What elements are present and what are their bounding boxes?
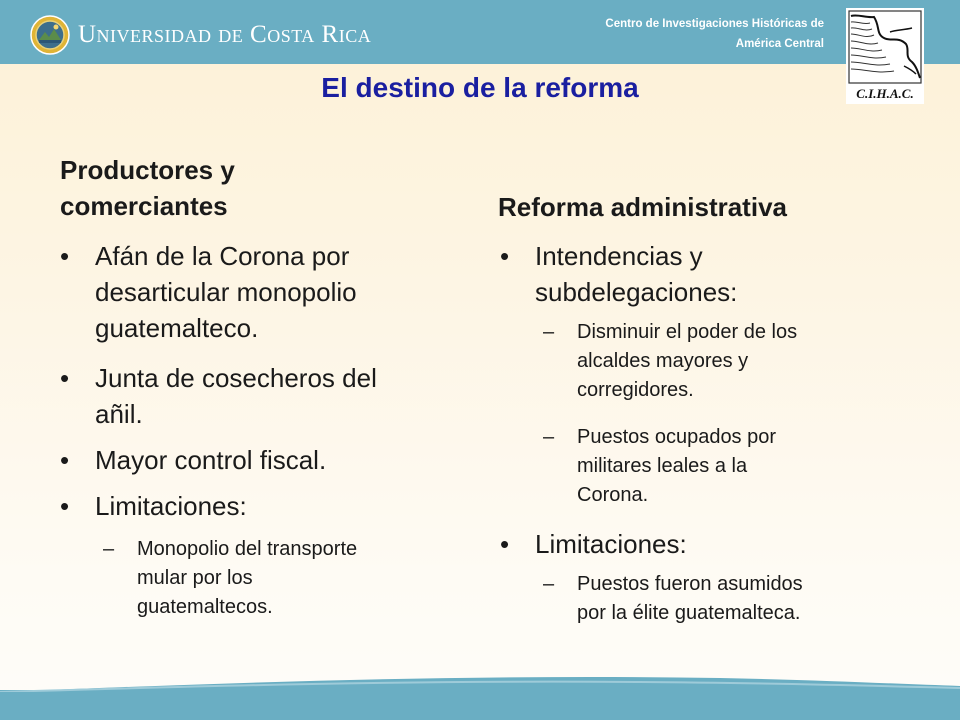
cihac-label: C.I.H.A.C. <box>856 86 914 101</box>
sub-bullet-marker: – <box>543 321 555 343</box>
research-center-line1: Centro de Investigaciones Históricas de <box>605 18 824 30</box>
footer-bar <box>0 690 960 720</box>
left-bullet-2 <box>60 360 377 432</box>
right-subbullet-1 <box>543 318 798 405</box>
right-bullet-2 <box>500 526 687 562</box>
sub-bullet-line: Corona. <box>577 484 649 506</box>
sub-bullet-line: corregidores. <box>577 379 694 401</box>
research-center-line2: América Central <box>735 38 824 50</box>
right-subbullet-2 <box>543 423 777 510</box>
university-name: Universidad de Costa Rica <box>78 21 372 48</box>
university-seal-icon <box>30 15 70 55</box>
right-column-heading: Reforma administrativa <box>498 192 787 222</box>
bullet-line: añil. <box>95 399 143 429</box>
header-bar <box>0 0 960 64</box>
sub-bullet-line: alcaldes mayores y <box>577 350 749 372</box>
sub-bullet-line: militares leales a la <box>577 455 748 477</box>
bullet-marker: • <box>60 241 70 271</box>
sub-bullet-line: por la élite guatemalteca. <box>577 602 801 624</box>
left-bullet-3 <box>60 442 327 478</box>
bullet-line: guatemalteco. <box>95 313 259 343</box>
right-subbullet-3 <box>543 570 803 628</box>
bullet-marker: • <box>500 529 510 559</box>
sub-bullet-marker: – <box>543 573 555 595</box>
left-bullet-4 <box>60 488 247 524</box>
left-column-heading <box>60 152 235 224</box>
sub-bullet-line: Puestos fueron asumidos <box>577 573 803 595</box>
bullet-line: Mayor control fiscal. <box>95 445 327 475</box>
left-subbullet-1 <box>103 535 358 622</box>
sub-bullet-line: Puestos ocupados por <box>577 426 777 448</box>
research-center-name <box>524 14 824 54</box>
bullet-line: Junta de cosecheros del <box>95 363 377 393</box>
bullet-line: Intendencias y <box>535 241 703 271</box>
sub-bullet-marker: – <box>103 538 115 560</box>
right-bullet-1 <box>500 238 738 310</box>
bullet-marker: • <box>500 241 510 271</box>
bullet-marker: • <box>60 363 70 393</box>
university-logo <box>30 13 371 57</box>
bullet-line: Limitaciones: <box>535 529 687 559</box>
sub-bullet-line: mular por los <box>137 567 253 589</box>
sub-bullet-line: Monopolio del transporte <box>137 538 358 560</box>
sub-bullet-line: guatemaltecos. <box>137 596 273 618</box>
footer-wave-decoration <box>0 668 960 692</box>
left-bullet-1 <box>60 238 357 346</box>
left-heading-line2: comerciantes <box>60 191 228 221</box>
bullet-marker: • <box>60 445 70 475</box>
left-heading-line1: Productores y <box>60 155 235 185</box>
bullet-line: Limitaciones: <box>95 491 247 521</box>
bullet-line: subdelegaciones: <box>535 277 738 307</box>
bullet-line: Afán de la Corona por <box>95 241 350 271</box>
bullet-marker: • <box>60 491 70 521</box>
slide-title: El destino de la reforma <box>321 72 639 103</box>
sub-bullet-line: Disminuir el poder de los <box>577 321 798 343</box>
sub-bullet-marker: – <box>543 426 555 448</box>
bullet-line: desarticular monopolio <box>95 277 357 307</box>
